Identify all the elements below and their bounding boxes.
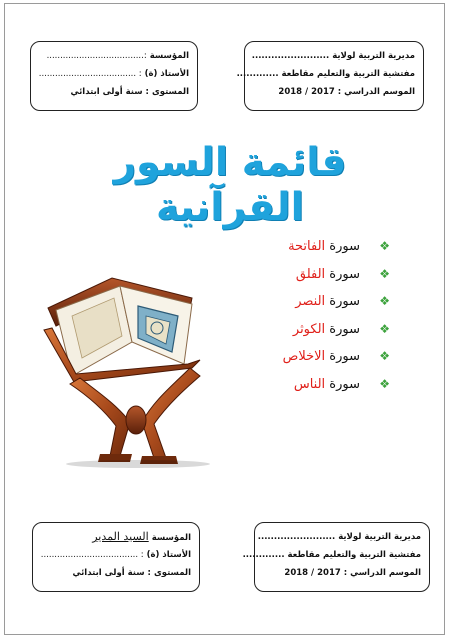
surah-name: النصر — [295, 294, 326, 309]
quran-stand-image — [42, 272, 240, 468]
diamond-bullet-icon: ❖ — [379, 376, 390, 391]
season-line: الموسم الدراسي : 2017 / 2018 — [284, 568, 421, 578]
diamond-bullet-icon: ❖ — [379, 239, 390, 253]
surah-name: الناس — [293, 376, 326, 392]
page-title: قائمة السور القرآنية — [113, 140, 347, 230]
surah-item — [240, 374, 390, 402]
surah-item — [240, 319, 390, 347]
school-label: المؤسسة — [151, 533, 191, 543]
surah-prefix: سورة — [329, 294, 360, 309]
surah-list — [240, 236, 390, 401]
surah-prefix: سورة — [329, 349, 360, 364]
footer-box-bottom-left — [32, 522, 200, 592]
surah-prefix: سورة — [329, 239, 360, 254]
season-line: الموسم الدراسي : 2017 / 2018 — [278, 87, 415, 97]
surah-item — [240, 291, 390, 319]
teacher-label: الأستاذ (ة) — [146, 550, 191, 560]
school-label: المؤسسة — [149, 51, 189, 61]
school-value: :.................................... — [46, 51, 147, 61]
school-line — [39, 528, 191, 546]
teacher-value: : .................................... — [38, 69, 142, 79]
teacher-line — [37, 65, 189, 83]
teacher-label: الأستاذ (ة) — [144, 69, 189, 79]
surah-name: الفلق — [295, 266, 326, 282]
surah-prefix: سورة — [329, 321, 360, 337]
directorate-line: مديرية التربية لولاية ........................ — [251, 51, 415, 61]
level-line — [37, 83, 189, 101]
level-value: : سنة أولى ابتدائي — [72, 568, 151, 578]
level-label: المستوى — [151, 87, 189, 97]
header-box-top-left — [30, 41, 198, 111]
footer-box-bottom-right — [242, 522, 430, 592]
surah-item — [240, 264, 390, 292]
school-line — [37, 47, 189, 65]
surah-item — [240, 236, 390, 264]
diamond-bullet-icon: ❖ — [379, 294, 390, 308]
inspectorate-line: مفتشية التربية والتعليم مقاطعة ............. — [242, 550, 421, 560]
level-value: : سنة أولى ابتدائي — [70, 87, 149, 97]
surah-name: الكوثر — [292, 321, 326, 337]
teacher-line — [39, 546, 191, 564]
directorate-line: مديرية التربية لولاية ........................ — [257, 532, 421, 542]
inspectorate-line: مفتشية التربية والتعليم مقاطعة ............. — [236, 69, 415, 79]
level-line — [39, 564, 191, 582]
teacher-value: : .................................... — [40, 550, 144, 560]
surah-name: الفاتحة — [288, 239, 326, 254]
level-label: المستوى — [153, 568, 191, 578]
school-value: السيد المدير — [92, 530, 149, 543]
diamond-bullet-icon: ❖ — [379, 349, 390, 363]
surah-prefix: سورة — [329, 376, 360, 392]
diamond-bullet-icon: ❖ — [379, 321, 390, 336]
surah-item — [240, 346, 390, 374]
surah-prefix: سورة — [329, 266, 360, 282]
surah-name: الاخلاص — [282, 349, 326, 364]
header-box-top-right — [236, 41, 424, 111]
diamond-bullet-icon: ❖ — [379, 266, 390, 281]
